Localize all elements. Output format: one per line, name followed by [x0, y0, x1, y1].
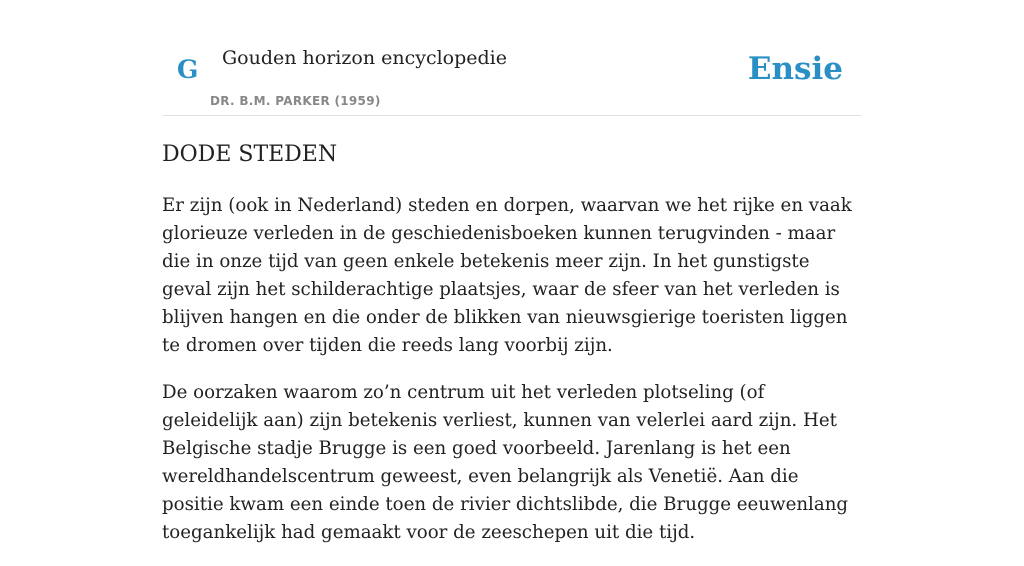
- book-header: [162, 0, 862, 116]
- book-author: DR. B.M. PARKER (1959): [210, 94, 381, 108]
- article-body: [162, 192, 862, 566]
- article-paragraph: De oorzaken waarom zo’n centrum uit het verleden plotseling (of geleidelijk aan) zijn betekenis verliest, kunnen van velerlei aard zijn. Het Belgische stadje Brugge is een goed voorbeeld. Jarenlang is het een wereldhandelscentrum geweest, even belangrijk als Venetië. Aan die positie kwam een einde toen de rivier dichtslibde, die Brugge eeuwenlang toegankelijk had gemaakt voor de zeeschepen uit die tijd.: [162, 382, 849, 543]
- page: [162, 0, 862, 543]
- article-paragraph: Er zijn (ook in Nederland) steden en dorpen, waarvan we het rijke en vaak glorieuze verleden in de geschiedenisboeken kunnen terugvinden - maar die in onze tijd van geen enkele betekenis meer zijn. In het gunstigste geval zijn het schilderachtige plaatsjes, waar de sfeer van het verleden is blijven hangen en die onder de blikken van nieuwsgierige toeristen liggen te dromen over tijden die reeds lang voorbij zijn.: [162, 195, 852, 356]
- article-title: DODE STEDEN: [162, 142, 338, 167]
- book-logo-icon[interactable]: G: [177, 55, 199, 84]
- book-title-link[interactable]: Gouden horizon encyclopedie: [222, 47, 507, 69]
- ensie-logo-link[interactable]: Ensie: [747, 51, 843, 87]
